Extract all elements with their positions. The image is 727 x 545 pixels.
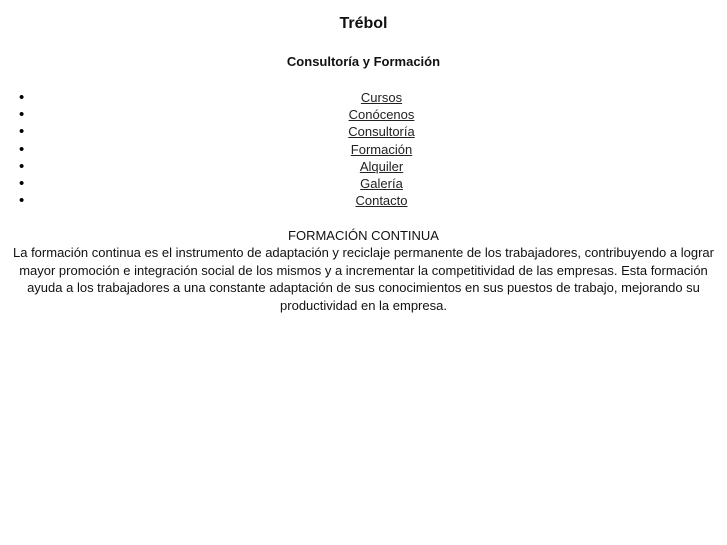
nav-item-conocenos [0,106,727,123]
nav-link-conocenos[interactable]: Conócenos [348,107,415,123]
nav-item-cursos [0,89,727,106]
nav-item-contacto [0,192,727,209]
bullet-icon: • [19,174,25,192]
nav-link-galeria[interactable]: Galería [360,175,403,191]
nav-link-consultoria[interactable]: Consultoría [348,124,415,140]
bullet-icon: • [19,123,25,141]
nav-item-galeria [0,175,727,192]
bullet-icon: • [19,140,25,158]
bullet-icon: • [19,106,25,124]
section-heading: FORMACIÓN CONTINUA [288,228,439,244]
bullet-icon: • [19,89,25,106]
bullet-icon: • [19,192,25,210]
nav-item-formacion [0,141,727,158]
bullet-icon: • [19,157,25,175]
nav-link-contacto[interactable]: Contacto [355,193,408,209]
nav-link-cursos[interactable]: Cursos [360,90,403,105]
nav-link-alquiler[interactable]: Alquiler [359,158,404,174]
site-title: Trébol [339,15,388,32]
nav-link-formacion[interactable]: Formación [350,141,413,157]
section-body-text: La formación continua es el instrumento de adaptación y reciclaje permanente de los trabajadores, contribuyendo a lograr mayor promoción e integración social de los mismos y a incrementar la competitividad de las empresas. Esta formación ayuda a los trabajadores a una constante adaptación de sus conocimientos en sus puestos de trabajo, mejorando su productividad en la empresa. [13,245,714,313]
nav-item-consultoria [0,123,727,140]
site-subtitle: Consultoría y Formación [286,54,441,69]
nav-item-alquiler [0,158,727,175]
main-nav [0,89,727,209]
